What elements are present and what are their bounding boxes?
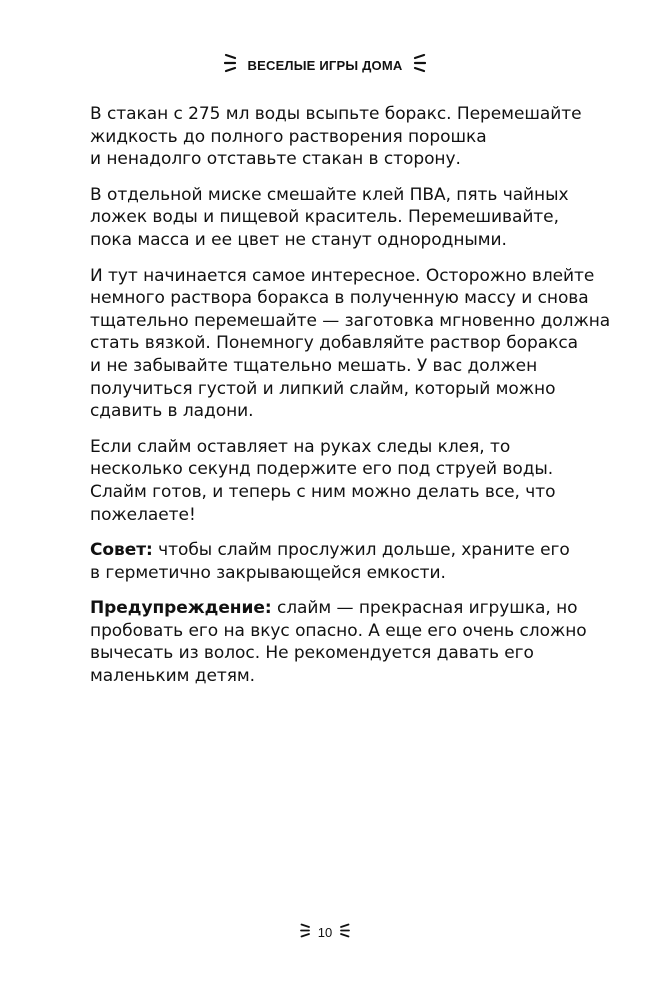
text-line: получиться густой и липкий слайм, который можно xyxy=(90,378,556,399)
text-line: пока масса и ее цвет не станут однородными. xyxy=(90,229,507,250)
sunburst-lines-icon xyxy=(300,922,311,943)
warning-label: Предупреждение: xyxy=(90,598,272,619)
warning-paragraph xyxy=(90,597,590,687)
text-line: пробовать его на вкус опасно. А еще его очень сложно xyxy=(90,620,587,641)
text-line: сдавить в ладони. xyxy=(90,401,254,422)
sunburst-lines-icon xyxy=(339,922,350,943)
text-line: и ненадолго отставьте стакан в сторону. xyxy=(90,149,461,170)
text-line: и не забывайте тщательно мешать. У вас должен xyxy=(90,355,538,376)
paragraph-rinse xyxy=(90,436,590,526)
text-line: Если слайм оставляет на руках следы клея, то xyxy=(90,436,511,457)
text-line: тщательно перемешайте — заготовка мгновенно должна xyxy=(90,310,611,331)
paragraph-combine xyxy=(90,265,611,423)
text-line: И тут начинается самое интересное. Осторожно влейте xyxy=(90,265,595,286)
body-text xyxy=(90,103,611,701)
text-line: в герметично закрывающейся емкости. xyxy=(90,562,446,583)
text-line: несколько секунд подержите его под струей воды. xyxy=(90,459,554,480)
text-line xyxy=(90,597,590,620)
sunburst-lines-icon xyxy=(224,52,238,78)
tip-text: чтобы слайм прослужил дольше, храните его xyxy=(152,540,570,561)
text-line: немного раствора боракса в полученную массу и снова xyxy=(90,288,589,309)
paragraph-dissolve-borax xyxy=(90,103,590,171)
text-line: Слайм готов, и теперь с ним можно делать все, что xyxy=(90,481,556,502)
running-header xyxy=(0,52,650,78)
text-line: вычесать из волос. Не рекомендуется давать его xyxy=(90,643,534,664)
text-line xyxy=(90,539,590,562)
text-line: ложек воды и пищевой краситель. Перемешивайте, xyxy=(90,207,559,228)
text-line: В отдельной миске смешайте клей ПВА, пять чайных xyxy=(90,184,569,205)
warning-text: слайм — прекрасная игрушка, но xyxy=(271,598,578,619)
page-number: 10 xyxy=(317,925,333,940)
text-line: пожелаете! xyxy=(90,504,196,525)
text-line: маленьким детям. xyxy=(90,666,256,687)
text-line: В стакан с 275 мл воды всыпьте боракс. Перемешайте xyxy=(90,104,582,124)
paragraph-mix-glue xyxy=(90,184,590,252)
running-header-title: ВЕСЕЛЫЕ ИГРЫ ДОМА xyxy=(247,57,403,73)
text-line: стать вязкой. Понемногу добавляйте раствор боракса xyxy=(90,333,578,354)
sunburst-lines-icon xyxy=(412,52,426,78)
tip-label: Совет: xyxy=(90,540,153,561)
tip-paragraph xyxy=(90,539,590,584)
page-footer xyxy=(0,922,650,943)
text-line: жидкость до полного растворения порошка xyxy=(90,126,487,147)
